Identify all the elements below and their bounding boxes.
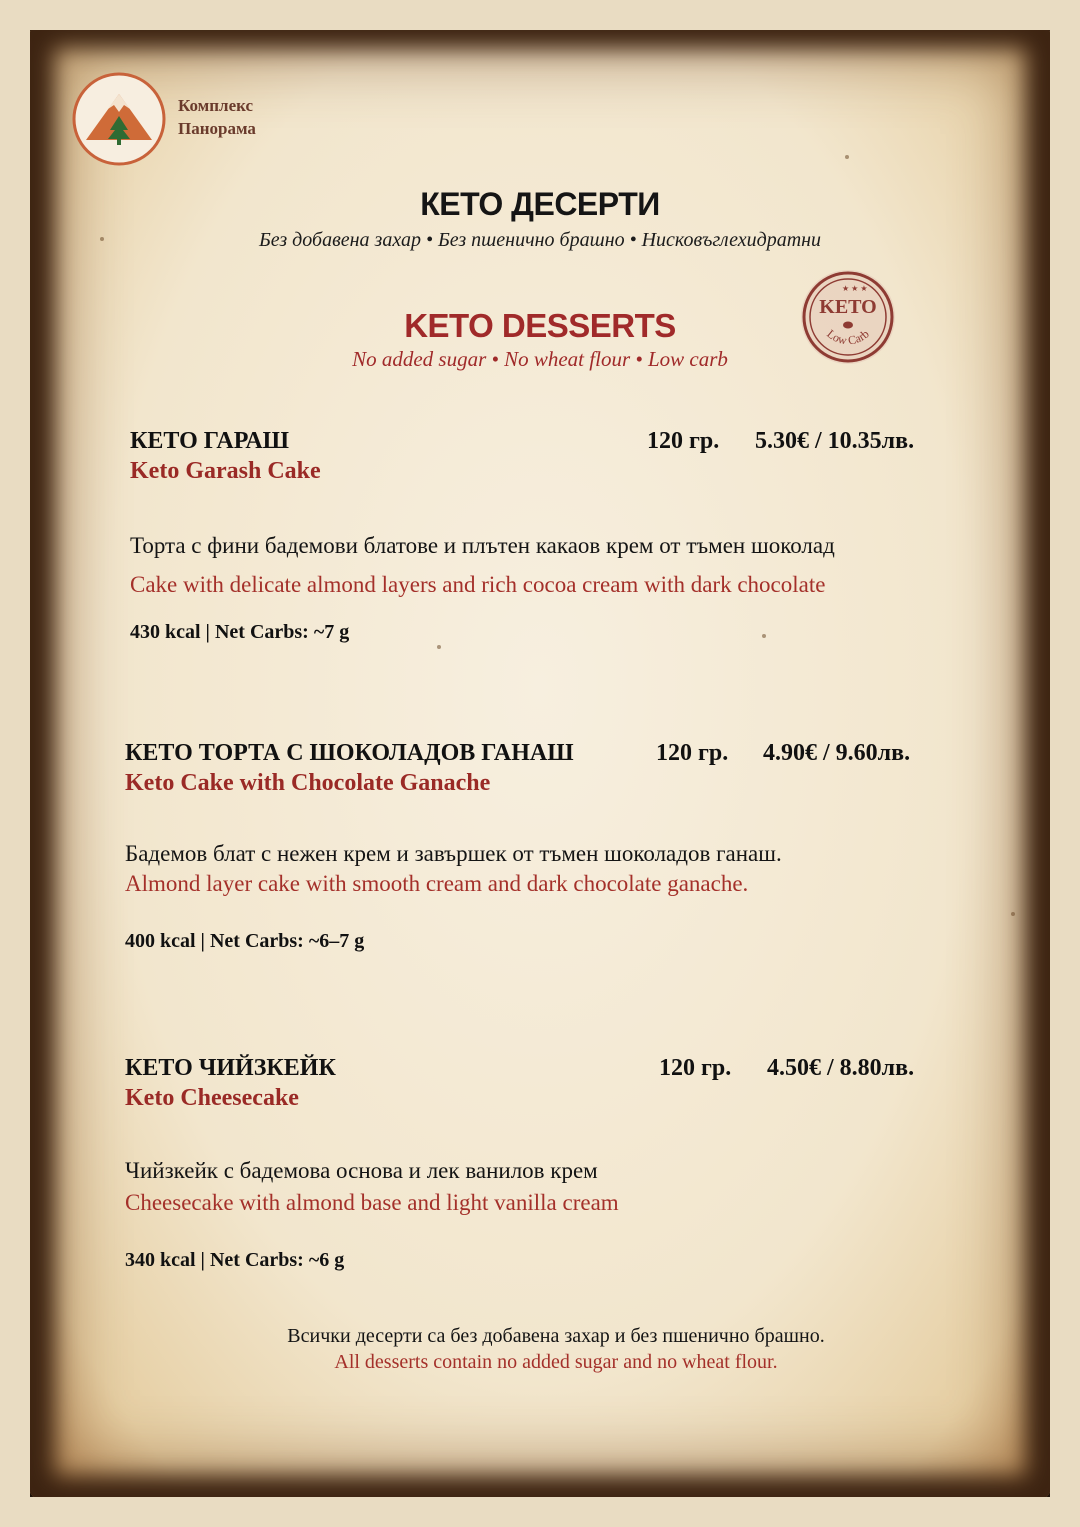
item-description-en: Cake with delicate almond layers and rich cocoa cream with dark chocolate (130, 572, 826, 597)
keto-low-carb-stamp-icon (798, 267, 898, 367)
paper-speck (1011, 912, 1015, 916)
brand-line-1: Комплекс (178, 96, 254, 115)
item-nutrition: 400 kcal | Net Carbs: ~6–7 g (125, 930, 365, 952)
item-name-en: Keto Cake with Chocolate Ganache (125, 770, 491, 796)
page-title-bg: КЕТО ДЕСЕРТИ (420, 186, 660, 222)
item-weight: 120 гр. (659, 1055, 732, 1081)
page-title-en: KETO DESSERTS (404, 307, 676, 344)
stamp-keto-text: KETO (819, 296, 877, 318)
paper-speck (762, 634, 766, 638)
item-name-bg: КЕТО ГАРАШ (130, 428, 290, 454)
item-name-en: Keto Cheesecake (125, 1085, 299, 1111)
item-weight: 120 гр. (647, 428, 720, 454)
paper-speck (845, 155, 849, 159)
item-description-bg: Бадемов блат с нежен крем и завършек от тъмен шоколадов ганаш. (125, 841, 782, 866)
stamp-low-carb-text: Low Carb (824, 326, 872, 348)
item-nutrition: 340 kcal | Net Carbs: ~6 g (125, 1249, 345, 1271)
footer-note-bg: Всички десерти са без добавена захар и без пшенично брашно. (287, 1325, 825, 1347)
item-description-en: Cheesecake with almond base and light vanilla cream (125, 1190, 619, 1215)
item-description-en: Almond layer cake with smooth cream and dark chocolate ganache. (125, 871, 749, 896)
brand-name (178, 94, 256, 140)
item-weight: 120 гр. (656, 740, 729, 766)
item-description-bg: Чийзкейк с бадемова основа и лек ванилов крем (125, 1158, 598, 1183)
item-name-bg: КЕТО ЧИЙЗКЕЙК (125, 1055, 336, 1081)
item-nutrition: 430 kcal | Net Carbs: ~7 g (130, 621, 350, 643)
item-price: 4.90€ / 9.60лв. (763, 740, 911, 766)
item-price: 4.50€ / 8.80лв. (767, 1055, 915, 1081)
item-description-bg: Торта с фини бадемови блатове и плътен какаов крем от тъмен шоколад (130, 533, 835, 558)
page-subtitle-en: No added sugar • No wheat flour • Low carb (352, 347, 728, 371)
mountain-tree-logo-icon (72, 72, 166, 166)
footer-note-en: All desserts contain no added sugar and no wheat flour. (334, 1351, 778, 1373)
page-subtitle-bg: Без добавена захар • Без пшенично брашно • Нисковъглехидратни (258, 229, 822, 251)
item-name-bg: КЕТО ТОРТА С ШОКОЛАДОВ ГАНАШ (125, 740, 574, 766)
svg-text:★ ★ ★: ★ ★ ★ (842, 284, 868, 293)
item-price: 5.30€ / 10.35лв. (755, 428, 915, 454)
paper-speck (437, 645, 441, 649)
brand-line-2: Панорама (178, 119, 256, 138)
item-name-en: Keto Garash Cake (130, 458, 321, 484)
